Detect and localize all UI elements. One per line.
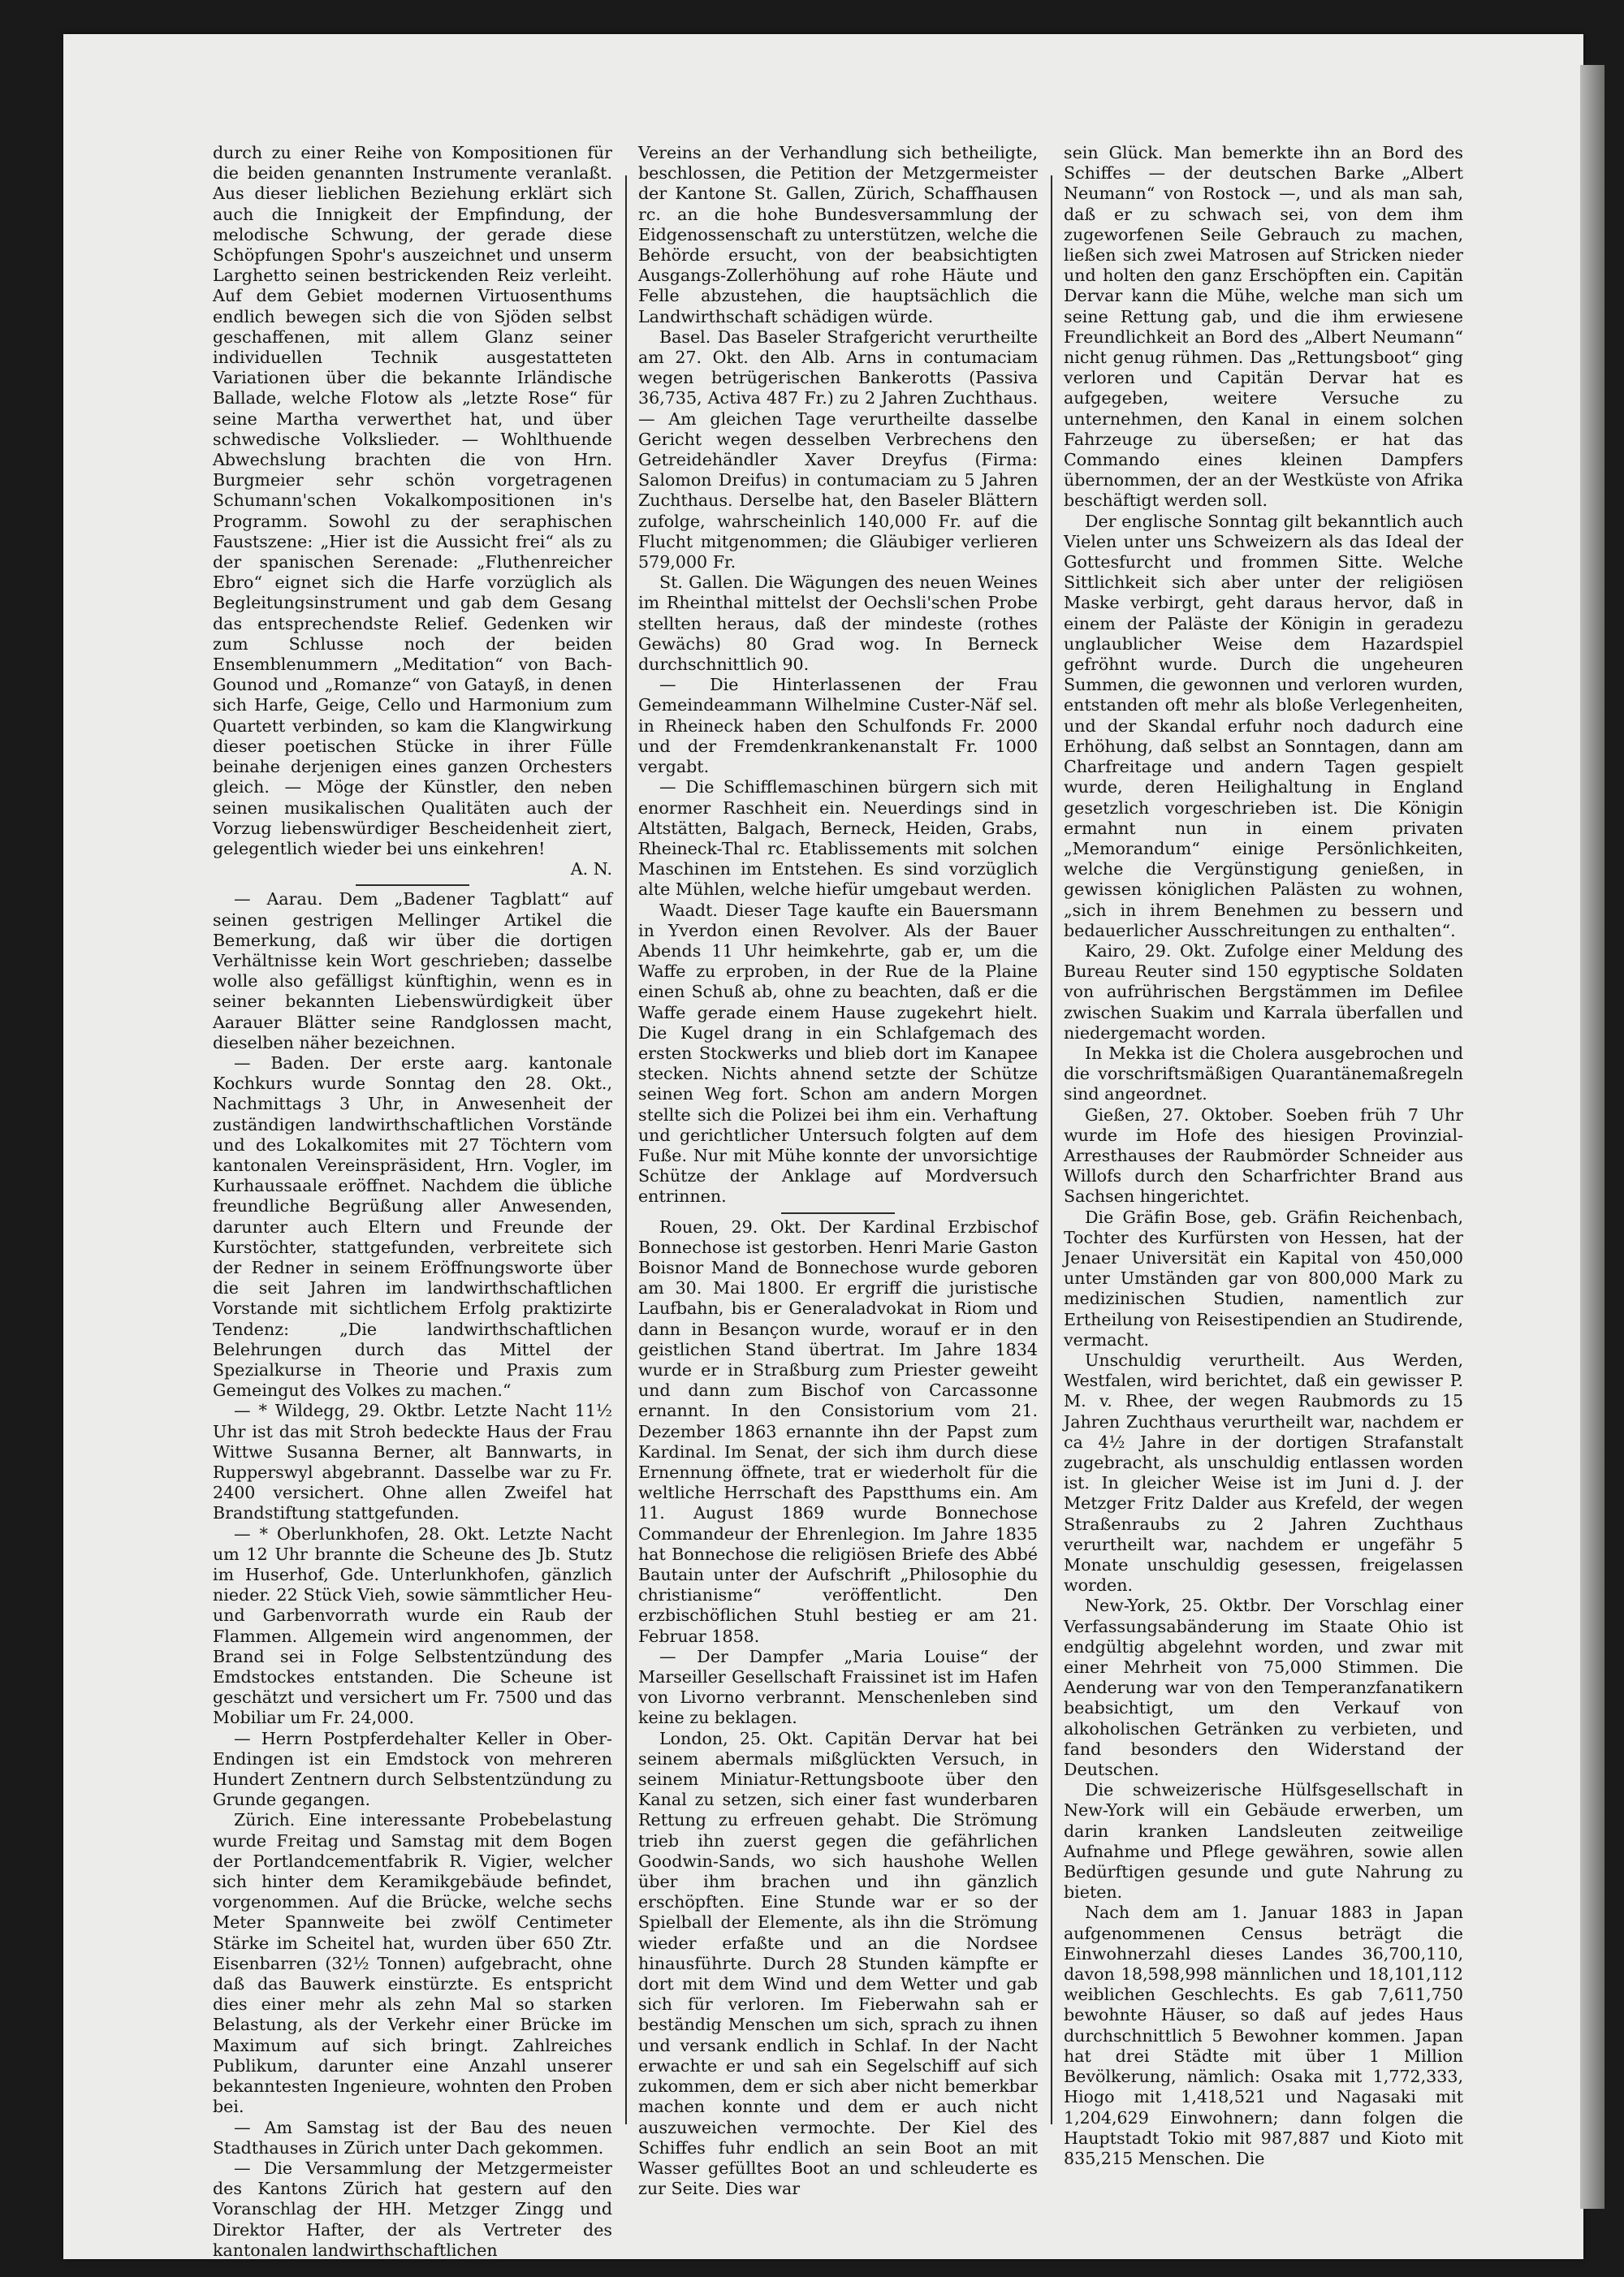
column-1	[213, 143, 612, 2260]
column-2	[638, 143, 1038, 2199]
paragraph: Basel. Das Baseler Strafgericht verurtheilte am 27. Okt. den Alb. Arns in contumaciam wegen betrügerischen Bankerotts (Passiva 36,735, Activa 487 Fr.) zu 2 Jahren Zuchthaus. — Am gleichen Tage verurtheilte dasselbe Gericht wegen desselben Verbrechens den Getreidehändler Xaver Dreyfus (Firma: Salomon Dreifus) in contumaciam zu 5 Jahren Zuchthaus. Derselbe hat, den Baseler Blättern zufolge, wahrscheinlich 140,000 Fr. auf die Flucht mitgenommen; die Gläubiger verlieren 579,000 Fr.	[638, 326, 1038, 572]
paragraph: — Aarau. Dem „Badener Tagblatt“ auf seinen gestrigen Mellinger Artikel die Bemerkung, daß wir über die dortigen Verhältnisse kein Wort geschrieben; dasselbe wolle also gefälligst künftighin, wenn es in seiner bekannten Liebenswürdigkeit über Aarauer Blätter seine Randglossen macht, dieselben näher bezeichnen.	[213, 889, 612, 1052]
paragraph: durch zu einer Reihe von Kompositionen für die beiden genannten Instrumente veranlaßt. Aus dieser lieblichen Beziehung erklärt sich auch die Innigkeit der Empfindung, der melodische Schwung, der gerade diese Schöpfungen Spohr's auszeichnet und unserm Larghetto seinen bestrickenden Reiz verleiht. Auf dem Gebiet modernen Virtuosenthums endlich bewegen sich die von Sjöden selbst geschaffenen, mit allem Glanz seiner individuellen Technik ausgestatteten Variationen über die bekannte Irländische Ballade, welche Flotow als „letzte Rose“ für seine Martha verwerthet hat, und über schwedische Volkslieder. — Wohlthuende Abwechslung brachten die von Hrn. Burgmeier sehr schön vorgetragenen Schumann'schen Vokalkompositionen in's Programm. Sowohl zu der seraphischen Faustszene: „Hier ist die Aussicht frei“ als zu der spanischen Serenade: „Fluthenreicher Ebro“ eignet sich die Harfe vorzüglich als Begleitungsinstrument und gab dem Gesang das entsprechendste Relief. Gedenken wir zum Schlusse noch der beiden Ensemblenummern „Meditation“ von Bach-Gounod und „Romanze“ von Gatayß, in denen sich Harfe, Geige, Cello und Harmonium zum Quartett verbinden, so kam die Klangwirkung dieser poetischen Stücke in ihrer Fülle beinahe derjenigen eines ganzen Orchesters gleich. — Möge der Künstler, den neben seinen musikalischen Qualitäten auch der Vorzug liebenswürdiger Bescheidenheit ziert, gelegentlich wieder bei uns einkehren!	[213, 143, 612, 858]
separator-rule	[781, 1212, 895, 1214]
paragraph: Kairo, 29. Okt. Zufolge einer Meldung des Bureau Reuter sind 150 egyptische Soldaten von aufrührischen Bergstämmen im Defilee zwischen Suakim und Karrala überfallen und niedergemacht worden.	[1064, 940, 1463, 1043]
paragraph: Unschuldig verurtheilt. Aus Werden, Westfalen, wird berichtet, daß ein gewisser P. M. v. Rhee, der wegen Raubmords zu 15 Jahren Zuchthaus verurtheilt war, nachdem er ca 4½ Jahre in der dortigen Strafanstalt zugebracht, als unschuldig entlassen worden ist. In gleicher Weise ist im Juni d. J. der Metzger Fritz Dalder aus Krefeld, der wegen Straßenraubs zu 2 Jahren Zuchthaus verurtheilt war, nachdem er ungefähr 5 Monate unschuldig gesessen, freigelassen worden.	[1064, 1350, 1463, 1596]
column-rule	[1051, 175, 1052, 2124]
paragraph: — Herrn Postpferdehalter Keller in Ober-Endingen ist ein Emdstock von mehreren Hundert Zentnern durch Selbstentzündung zu Grunde gegangen.	[213, 1728, 612, 1810]
paragraph: — * Wildegg, 29. Oktbr. Letzte Nacht 11½ Uhr ist das mit Stroh bedeckte Haus der Frau Wittwe Susanna Berner, alt Bannwarts, in Rupperswyl abgebrannt. Dasselbe war zu Fr. 2400 versichert. Ohne allen Zweifel hat Brandstiftung stattgefunden.	[213, 1401, 612, 1523]
paragraph: — Am Samstag ist der Bau des neuen Stadthauses in Zürich unter Dach gekommen.	[213, 2117, 612, 2158]
paragraph: — * Oberlunkhofen, 28. Okt. Letzte Nacht um 12 Uhr brannte die Scheune des Jb. Stutz im Huserhof, Gde. Unterlunkhofen, gänzlich nieder. 22 Stück Vieh, sowie sämmtlicher Heu- und Garbenvorrath wurde ein Raub der Flammen. Allgemein wird angenommen, der Brand sei in Folge Selbstentzündung des Emdstockes entstanden. Die Scheune ist geschätzt und versichert um Fr. 7500 und das Mobiliar um Fr. 24,000.	[213, 1523, 612, 1728]
paragraph: Zürich. Eine interessante Probebelastung wurde Freitag und Samstag mit dem Bogen der Portlandcementfabrik R. Vigier, welcher sich hinter dem Keramikgebäude befindet, vorgenommen. Auf die Brücke, welche sechs Meter Spannweite bei zwölf Centimeter Stärke im Scheitel hat, wurden über 650 Ztr. Eisenbarren (32½ Tonnen) aufgebracht, ohne daß das Bauwerk einstürzte. Es entspricht dies einer mehr als zehn Mal so starken Belastung, als der Verkehr einer Brücke im Maximum auf sich bringt. Zahlreiches Publikum, darunter eine Anzahl unserer bekanntesten Ingenieure, wohnten den Proben bei.	[213, 1810, 612, 2117]
paragraph: — Baden. Der erste aarg. kantonale Kochkurs wurde Sonntag den 28. Okt., Nachmittags 3 Uhr, in Anwesenheit der zuständigen landwirthschaftlichen Vorstände und des Lokalkomites mit 27 Töchtern vom kantonalen Vereinspräsident, Hrn. Vogler, im Kurhaussaale eröffnet. Nachdem die übliche freundliche Begrüßung aller Anwesenden, darunter auch Eltern und Freunde der Kurstöchter, stattgefunden, verbreitete sich der Redner in seinem Eröffnungsworte über die seit Jahren im landwirthschaftlichen Vorstande mit sichtlichem Erfolg praktizirte Tendenz: „Die landwirthschaftlichen Belehrungen durch das Mittel der Spezialkurse in Theorie und Praxis zum Gemeingut des Volkes zu machen.“	[213, 1052, 612, 1401]
paragraph: In Mekka ist die Cholera ausgebrochen und die vorschriftsmäßigen Quarantänemaßregeln sind angeordnet.	[1064, 1043, 1463, 1104]
paragraph: Der englische Sonntag gilt bekanntlich auch Vielen unter uns Schweizern als das Ideal der Gottesfurcht und frommen Sitte. Welche Sittlichkeit sich aber unter der religiösen Maske verbirgt, geht daraus hervor, daß in einem der Paläste der Königin in geradezu unglaublicher Weise dem Hazardspiel gefröhnt wurde. Durch die ungeheuren Summen, die gewonnen und verloren wurden, entstanden oft mehr als bloße Verlegenheiten, und der Skandal erfuhr noch dadurch eine Erhöhung, daß selbst an Sonntagen, dann am Charfreitage und andern Tagen gespielt wurde, deren Heilighaltung in England gesetzlich vorgeschrieben ist. Die Königin ermahnt nun in einem privaten „Memorandum“ einige Persönlichkeiten, welche die Vergünstigung genießen, in gewissen königlichen Palästen zu wohnen, „sich in ihrem Benehmen zu bessern und bedauerlicher Ausschreitungen zu enthalten“.	[1064, 511, 1463, 940]
paragraph: Nach dem am 1. Januar 1883 in Japan aufgenommenen Census beträgt die Einwohnerzahl dieses Landes 36,700,110, davon 18,598,998 männlichen und 18,101,112 weiblichen Geschlechts. Es gab 7,611,750 bewohnte Häuser, so daß auf jedes Haus durchschnittlich 5 Bewohner kommen. Japan hat drei Städte mit über 1 Million Bevölkerung, nämlich: Osaka mit 1,772,333, Hiogo mit 1,418,521 und Nagasaki mit 1,204,629 Einwohnern; dann folgen die Hauptstadt Tokio mit 987,887 und Kioto mit 835,215 Menschen. Die	[1064, 1903, 1463, 2168]
paragraph: Gießen, 27. Oktober. Soeben früh 7 Uhr wurde im Hofe des hiesigen Provinzial-Arresthauses der Raubmörder Schneider aus Willofs durch den Scharfrichter Brand aus Sachsen hingerichtet.	[1064, 1104, 1463, 1207]
column-3	[1064, 143, 1463, 2168]
signature: A. N.	[570, 859, 612, 879]
paragraph: Die schweizerische Hülfsgesellschaft in New-York will ein Gebäude erwerben, um darin kranken Landsleuten zeitweilige Aufnahme und Pflege gewähren, sowie allen Bedürftigen gesunde und gute Nahrung zu bieten.	[1064, 1780, 1463, 1903]
separator-rule	[356, 884, 469, 886]
paragraph: — Die Schifflemaschinen bürgern sich mit enormer Raschheit ein. Neuerdings sind in Altstätten, Balgach, Berneck, Heiden, Grabs, Rheineck-Thal rc. Etablissements mit solchen Maschinen im Entstehen. Es sind vorzüglich alte Mühlen, welche hiefür umgebaut werden.	[638, 777, 1038, 900]
paragraph: sein Glück. Man bemerkte ihn an Bord des Schiffes — der deutschen Barke „Albert Neumann“ von Rostock —, und als man sah, daß er zu schwach sei, von dem ihm zugeworfenen Seile Gebrauch zu machen, ließen sich zwei Matrosen auf Stricken nieder und holten den ganz Erschöpften ein. Capitän Dervar kann die Mühe, welche man sich um seine Rettung gab, und die ihm erwiesene Freundlichkeit an Bord des „Albert Neumann“ nicht genug rühmen. Das „Rettungsboot“ ging verloren und Capitän Dervar hat es aufgegeben, weitere Versuche zu unternehmen, den Kanal in einem solchen Fahrzeuge zu überseßen; er hat das Commando eines kleinen Dampfers übernommen, der an der Westküste von Afrika beschäftigt werden soll.	[1064, 143, 1463, 511]
page-edge	[1580, 65, 1605, 2209]
paragraph: St. Gallen. Die Wägungen des neuen Weines im Rheinthal mittelst der Oechsli'schen Probe stellten heraus, daß der mindeste (rothes Gewächs) 80 Grad wog. In Berneck durchschnittlich 90.	[638, 572, 1038, 675]
paragraph: Waadt. Dieser Tage kaufte ein Bauersmann in Yverdon einen Revolver. Als der Bauer Abends 11 Uhr heimkehrte, gab er, um die Waffe zu erproben, in der Rue de la Plaine einen Schuß ab, ohne zu beachten, daß er die Waffe gerade einem Hause zugekehrt hielt. Die Kugel drang in ein Schlafgemach des ersten Stockwerks und blieb dort im Kanapee stecken. Nichts ahnend setzte der Schütze seinen Weg fort. Schon am andern Morgen stellte sich die Polizei bei ihm ein. Verhaftung und gerichtlicher Untersuch folgten auf dem Fuße. Nur mit Mühe konnte der unvorsichtige Schütze der Anklage auf Mordversuch entrinnen.	[638, 900, 1038, 1207]
newspaper-page	[213, 143, 1463, 2260]
paragraph: — Die Versammlung der Metzgermeister des Kantons Zürich hat gestern auf den Voranschlag der HH. Metzger Zingg und Direktor Hafter, der als Vertreter des kantonalen landwirthschaftlichen	[213, 2158, 612, 2260]
column-rule	[625, 175, 627, 2124]
paragraph: New-York, 25. Oktbr. Der Vorschlag einer Verfassungsabänderung im Staate Ohio ist endgültig abgelehnt worden, und zwar mit einer Mehrheit von 75,000 Stimmen. Die Aenderung war von den Temperanzfanatikern beabsichtigt, um den Verkauf von alkoholischen Getränken zu verbieten, und fand besonders den Widerstand der Deutschen.	[1064, 1596, 1463, 1780]
paragraph: Die Gräfin Bose, geb. Gräfin Reichenbach, Tochter des Kurfürsten von Hessen, hat der Jenaer Universität ein Kapital von 450,000 unter Umständen gar von 800,000 Mark zu medizinischen Studien, namentlich zur Ertheilung von Reisestipendien an Studirende, vermacht.	[1064, 1207, 1463, 1350]
paragraph: Vereins an der Verhandlung sich betheiligte, beschlossen, die Petition der Metzgermeister der Kantone St. Gallen, Zürich, Schaffhausen rc. an die hohe Bundesversammlung der Eidgenossenschaft zu unterstützen, welche die Behörde ersucht, von der beabsichtigten Ausgangs-Zollerhöhung auf rohe Häute und Felle abzustehen, die hauptsächlich die Landwirthschaft schädigen würde.	[638, 143, 1038, 326]
paragraph: London, 25. Okt. Capitän Dervar hat bei seinem abermals mißglückten Versuch, in seinem Miniatur-Rettungsboote über den Kanal zu setzen, sich einer fast wunderbaren Rettung zu erfreuen gehabt. Die Strömung trieb ihn zuerst gegen die gefährlichen Goodwin-Sands, wo sich haushohe Wellen über ihm brachen und ihn gänzlich erschöpften. Eine Stunde war er so der Spielball der Elemente, als ihn die Strömung wieder erfaßte und an die Nordsee hinausführte. Durch 28 Stunden kämpfte er dort mit dem Wind und dem Wetter und gab sich für verloren. Im Fieberwahn sah er beständig Menschen um sich, sprach zu ihnen und versank endlich in Schlaf. In der Nacht erwachte er und sah ein Segelschiff auf sich zukommen, dem er sich aber nicht bemerkbar machen konnte und dem er auch nicht auszuweichen vermochte. Der Kiel des Schiffes fuhr endlich an sein Boot an mit Wasser gefülltes Boot an und schleuderte es zur Seite. Dies war	[638, 1728, 1038, 2199]
paragraph: — Der Dampfer „Maria Louise“ der Marseiller Gesellschaft Fraissinet ist im Hafen von Livorno verbrannt. Menschenleben sind keine zu beklagen.	[638, 1646, 1038, 1728]
paragraph: — Die Hinterlassenen der Frau Gemeindeammann Wilhelmine Custer-Näf sel. in Rheineck haben den Schulfonds Fr. 2000 und der Fremdenkrankenanstalt Fr. 1000 vergabt.	[638, 675, 1038, 777]
paragraph: Rouen, 29. Okt. Der Kardinal Erzbischof Bonnechose ist gestorben. Henri Marie Gaston Boisnor Mand de Bonnechose wurde geboren am 30. Mai 1800. Er ergriff die juristische Laufbahn, bis er Generaladvokat in Riom und dann in Besançon wurde, worauf er in den geistlichen Stand übertrat. Im Jahre 1834 wurde er in Straßburg zum Priester geweiht und dann zum Bischof von Carcassonne ernannt. In den Consistorium vom 21. Dezember 1863 ernannte ihn der Papst zum Kardinal. Im Senat, der sich ihm durch diese Ernennung öffnete, trat er wiederholt für die weltliche Herrschaft des Papstthums ein. Am 11. August 1869 wurde Bonnechose Commandeur der Ehrenlegion. Im Jahre 1835 hat Bonnechose die religiösen Briefe des Abbé Bautain unter der Aufschrift „Philosophie du christianisme“ veröffentlicht. Den erzbischöflichen Stuhl bestieg er am 21. Februar 1858.	[638, 1216, 1038, 1646]
